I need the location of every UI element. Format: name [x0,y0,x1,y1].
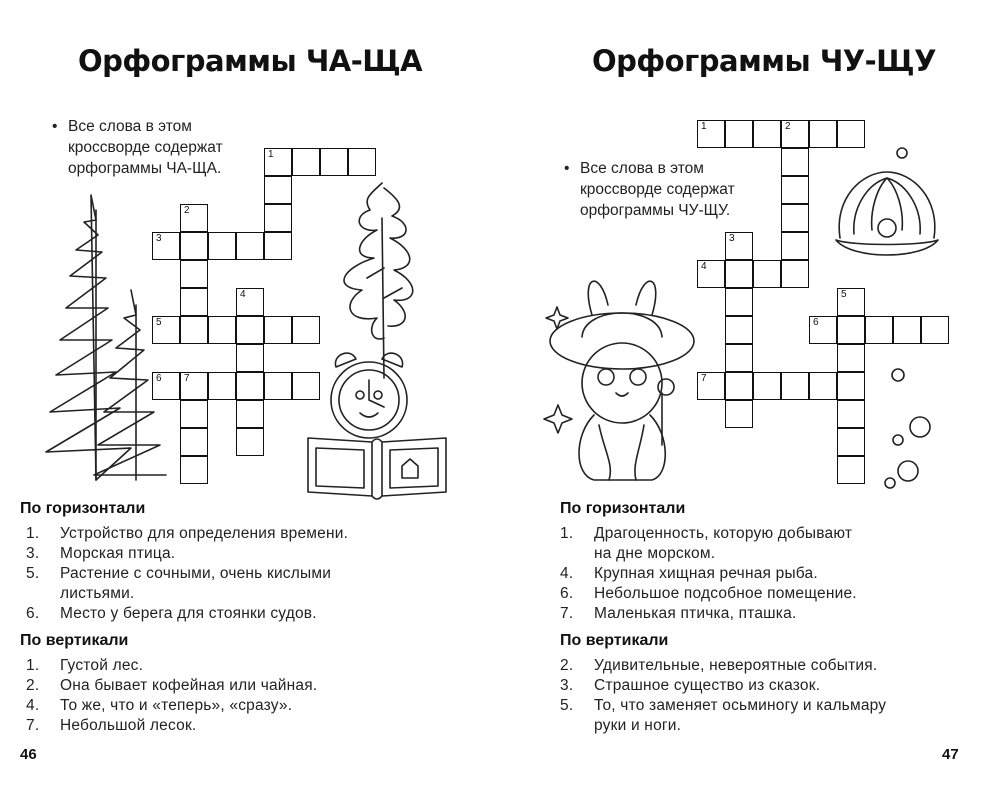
crossword-cell[interactable] [725,232,753,260]
crossword-cell[interactable] [921,316,949,344]
clue-text: руки и ноги. [594,717,682,734]
clue-item [26,656,446,676]
clue-item [560,604,980,624]
clue-item [560,656,980,676]
crossword-cell[interactable] [725,344,753,372]
clue-text: Морская птица. [60,545,176,562]
crossword-cell[interactable] [837,288,865,316]
clue-number: 1. [26,525,40,542]
shell-pearl-icon [832,168,942,268]
crossword-cell[interactable] [837,372,865,400]
clue-text: Густой лес. [60,657,144,674]
crossword-cell[interactable] [725,372,753,400]
clue-text: Маленькая птичка, пташка. [594,605,797,622]
crossword-cell[interactable] [236,316,264,344]
clue-item [560,696,980,736]
cell-number: 6 [156,373,162,384]
cell-number: 2 [785,121,791,132]
clue-item [26,716,446,736]
clue-number: 4. [560,565,574,582]
clue-text: Крупная хищная речная рыба. [594,565,818,582]
crossword-cell[interactable] [781,232,809,260]
cell-number: 5 [841,289,847,300]
crossword-cell[interactable] [809,120,837,148]
crossword-cell[interactable] [264,232,292,260]
crossword-cell[interactable] [809,372,837,400]
crossword-cell[interactable] [292,316,320,344]
clue-number: 3. [26,545,40,562]
clue-text: Страшное существо из сказок. [594,677,821,694]
clue-text: Устройство для определения времени. [60,525,349,542]
crossword-cell[interactable] [292,372,320,400]
clue-number: 2. [26,677,40,694]
clue-text: Удивительные, невероятные события. [594,657,878,674]
crossword-cell[interactable] [781,148,809,176]
clue-text: Место у берега для стоянки судов. [60,605,317,622]
crossword-cell[interactable] [865,316,893,344]
section-heading-horizontal: По горизонтали [560,500,686,517]
clue-number: 5. [560,697,574,714]
crossword-cell[interactable] [837,316,865,344]
crossword-cell[interactable] [236,288,264,316]
cell-number: 5 [156,317,162,328]
clue-text: Растение с сочными, очень кислыми [60,565,332,582]
clue-text: листьями. [60,585,135,602]
intro-line: Все слова в этом [580,160,704,177]
clue-item [560,676,980,696]
clue-number: 3. [560,677,574,694]
clue-text: Небольшое подсобное помещение. [594,585,857,602]
clue-text: на дне морском. [594,545,716,562]
crossword-cell[interactable] [753,120,781,148]
clue-item [560,524,980,564]
clue-number: 2. [560,657,574,674]
crossword-cell[interactable] [208,232,236,260]
crossword-cell[interactable] [264,372,292,400]
crossword-cell[interactable] [236,232,264,260]
crossword-cell[interactable] [236,344,264,372]
clue-number: 1. [560,525,574,542]
intro-line: орфограммы ЧА-ЩА. [68,160,222,177]
crossword-cell[interactable] [725,120,753,148]
crossword-cell[interactable] [753,372,781,400]
clue-item [26,564,446,604]
crossword-cell[interactable] [348,148,376,176]
right-page [500,0,1000,800]
crossword-cell[interactable] [725,260,753,288]
clue-text: То же, что и «теперь», «сразу». [60,697,293,714]
crossword-cell[interactable] [264,148,292,176]
page-title: Орфограммы ЧУ-ЩУ [592,44,936,78]
clue-item [26,676,446,696]
cell-number: 1 [701,121,707,132]
cell-number: 3 [156,233,162,244]
cell-number: 1 [268,149,274,160]
crossword-cell[interactable] [809,316,837,344]
book-icon [302,428,452,498]
crossword-cell[interactable] [236,372,264,400]
intro-text [564,158,735,221]
crossword-cell[interactable] [781,204,809,232]
cell-number: 2 [184,205,190,216]
intro-text [52,116,223,179]
crossword-cell[interactable] [236,428,264,456]
crossword-cell[interactable] [837,120,865,148]
page-number: 46 [20,746,37,763]
crossword-cell[interactable] [753,260,781,288]
intro-line: кроссворде содержат [580,181,735,198]
bullet: • [52,118,58,135]
intro-line: Все слова в этом [68,118,192,135]
crossword-cell[interactable] [292,148,320,176]
crossword-cell[interactable] [725,288,753,316]
cell-number: 4 [701,261,707,272]
crossword-cell[interactable] [264,204,292,232]
crossword-cell[interactable] [781,120,809,148]
cell-number: 6 [813,317,819,328]
bubbles-icon [884,365,954,495]
page-title: Орфограммы ЧА-ЩА [78,44,423,78]
clue-number: 4. [26,697,40,714]
crossword-cell[interactable] [837,456,865,484]
crossword-cell[interactable] [320,148,348,176]
clue-number: 6. [26,605,40,622]
crossword-cell[interactable] [781,372,809,400]
crossword-cell[interactable] [837,428,865,456]
intro-line: кроссворде содержат [68,139,223,156]
crossword-cell[interactable] [837,400,865,428]
bullet: • [564,160,570,177]
cell-number: 3 [729,233,735,244]
bunny-icon [544,275,704,490]
fir-tree-icon [36,190,186,490]
crossword-cell[interactable] [893,316,921,344]
section-heading-vertical: По вертикали [20,632,129,649]
clue-number: 5. [26,565,40,582]
clue-text: То, что заменяет осьминогу и кальмару [594,697,887,714]
section-heading-horizontal: По горизонтали [20,500,146,517]
crossword-cell[interactable] [264,176,292,204]
cell-number: 7 [184,373,190,384]
crossword-cell[interactable] [781,260,809,288]
intro-line: орфограммы ЧУ-ЩУ. [580,202,731,219]
clue-number: 1. [26,657,40,674]
clue-text: Драгоценность, которую добывают [594,525,853,542]
crossword-cell[interactable] [208,372,236,400]
clue-number: 7. [26,717,40,734]
cell-number: 4 [240,289,246,300]
cell-number: 7 [701,373,707,384]
crossword-cell[interactable] [264,316,292,344]
crossword-cell[interactable] [208,316,236,344]
clue-text: Она бывает кофейная или чайная. [60,677,318,694]
clue-text: Небольшой лесок. [60,717,197,734]
clue-item [26,604,446,624]
crossword-cell[interactable] [837,344,865,372]
clue-item [26,524,446,544]
page-number: 47 [942,746,959,763]
section-heading-vertical: По вертикали [560,632,669,649]
crossword-cell[interactable] [697,120,725,148]
clue-item [560,564,980,584]
clue-item [560,584,980,604]
clue-item [26,544,446,564]
crossword-cell[interactable] [236,400,264,428]
clue-number: 6. [560,585,574,602]
crossword-cell[interactable] [725,400,753,428]
clue-item [26,696,446,716]
crossword-cell[interactable] [725,316,753,344]
crossword-cell[interactable] [781,176,809,204]
clue-number: 7. [560,605,574,622]
